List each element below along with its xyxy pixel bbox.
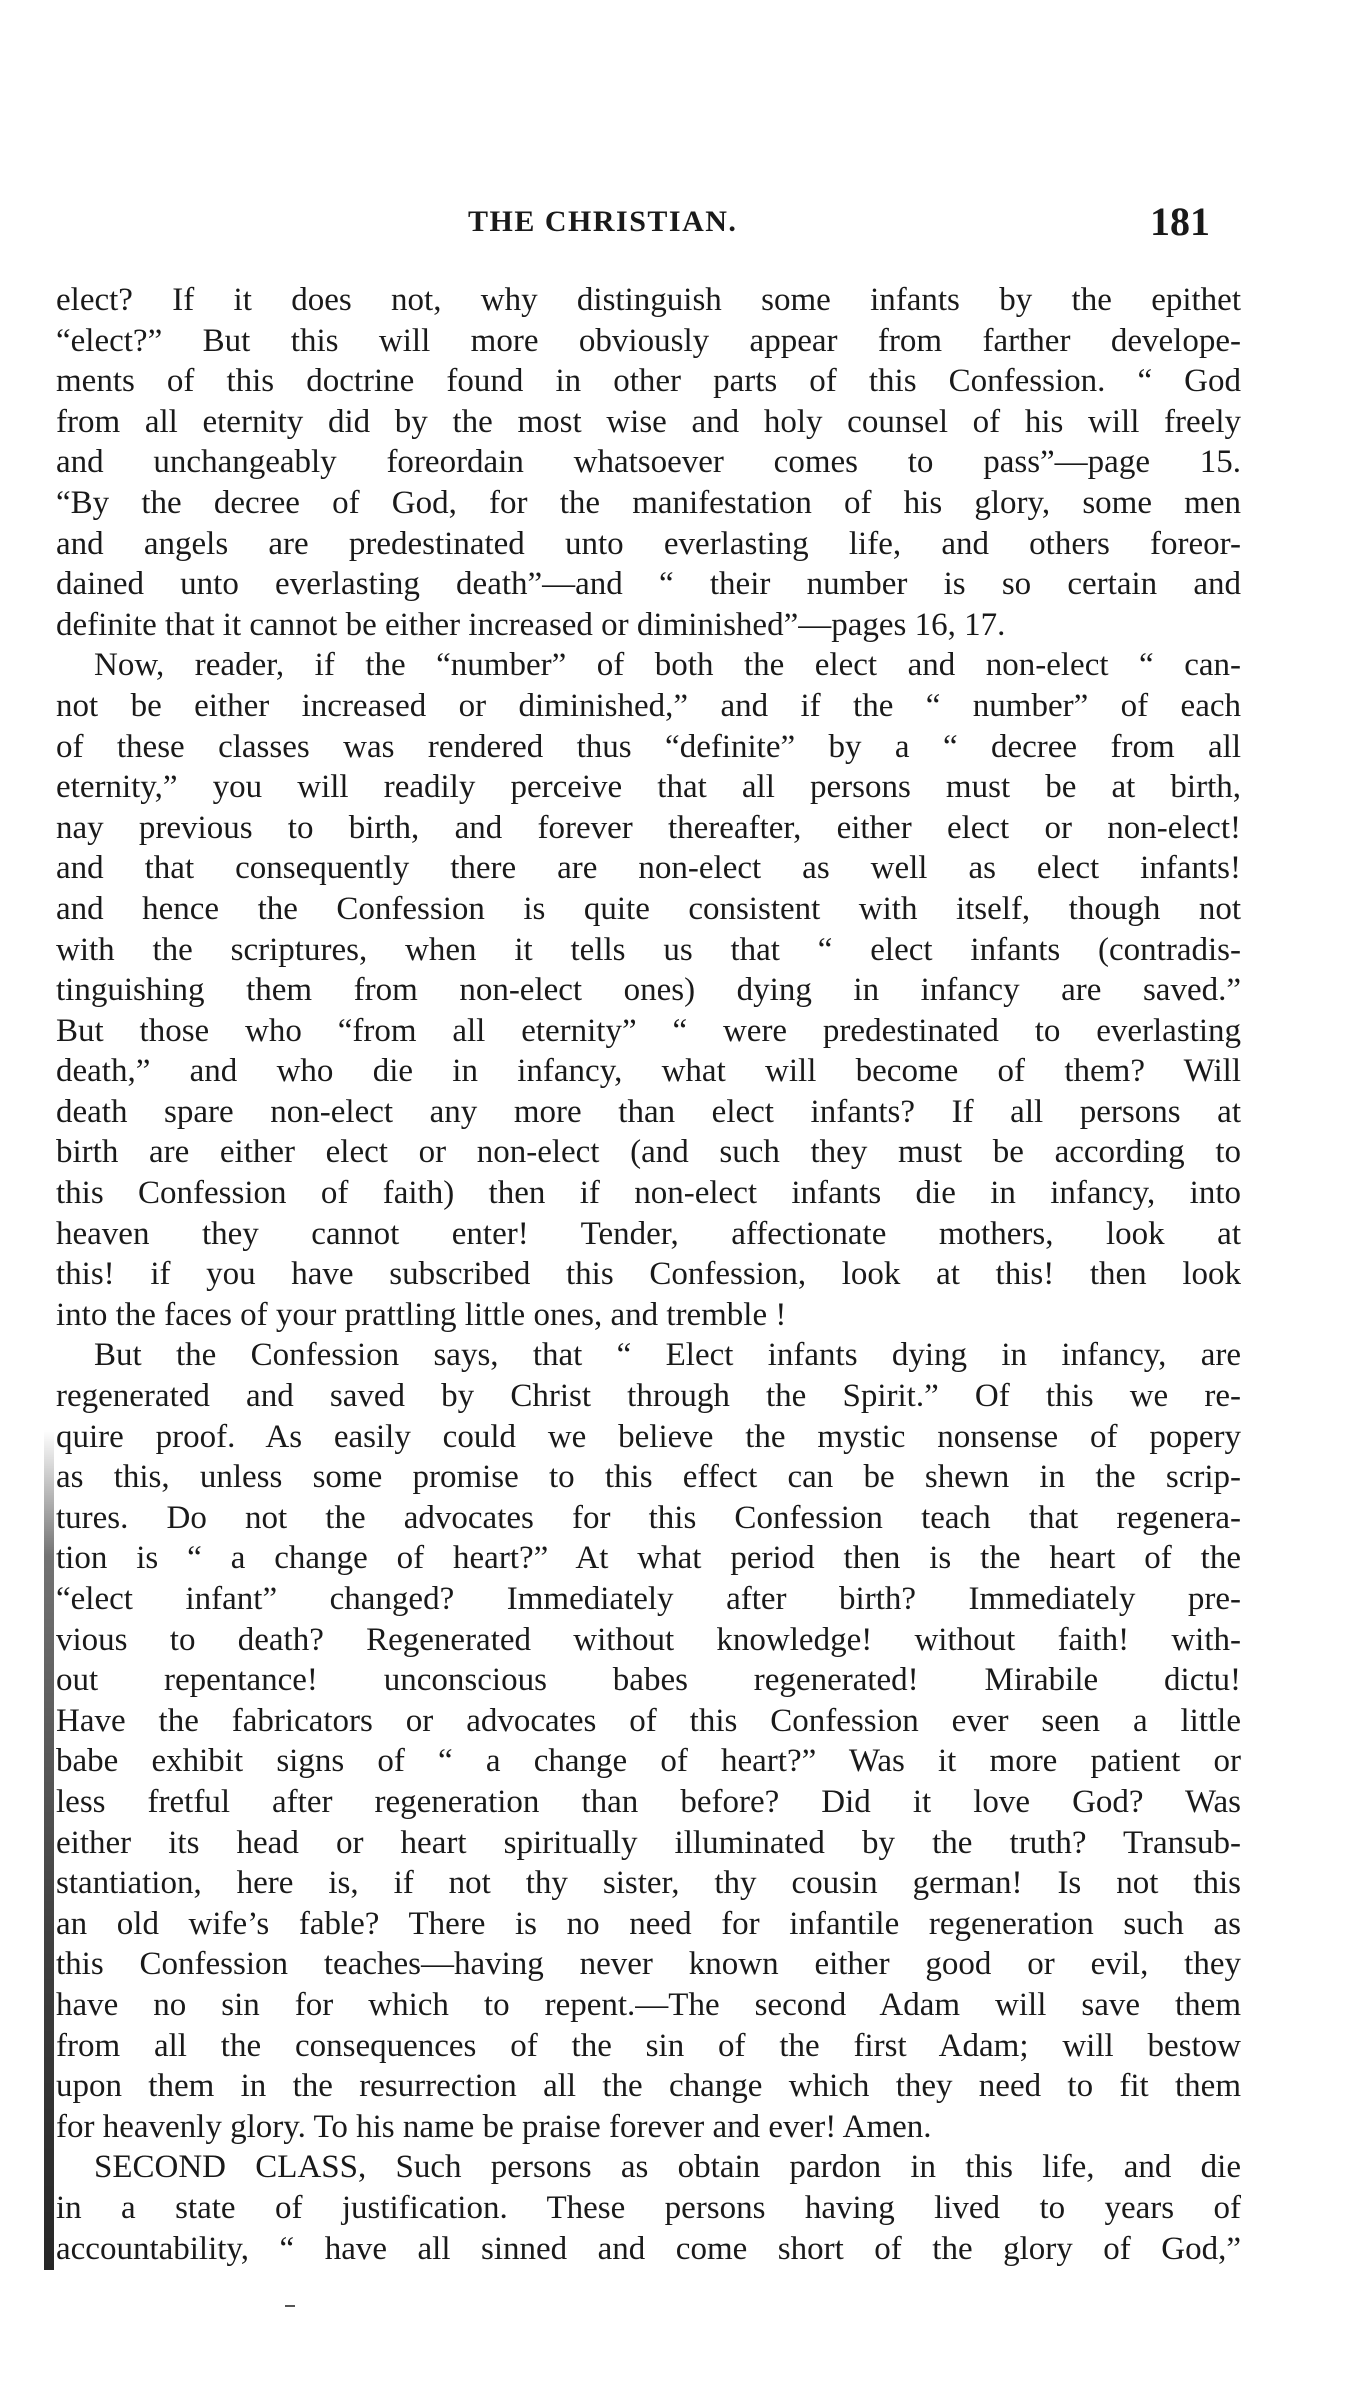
text-line: SECOND CLASS, Such persons as obtain pardon in this life, and die	[94, 2149, 1241, 2186]
text-line: death spare non-elect any more than elect infants? If all persons at	[56, 1093, 1241, 1130]
text-line: tion is “ a change of heart?” At what period then is the heart of the	[56, 1540, 1241, 1577]
text-line: this Confession of faith) then if non-elect infants die in infancy, into	[56, 1175, 1241, 1212]
text-line: and angels are predestinated unto everlasting life, and others foreor-	[56, 525, 1241, 562]
binding-shadow	[44, 1430, 54, 2270]
text-line: tures. Do not the advocates for this Confession teach that regenera-	[56, 1499, 1241, 1536]
page-number: 181	[1150, 199, 1210, 244]
text-line: babe exhibit signs of “ a change of heart?” Was it more patient or	[56, 1743, 1241, 1780]
text-line: nay previous to birth, and forever thereafter, either elect or non-elect!	[56, 809, 1241, 846]
text-line: this! if you have subscribed this Confession, look at this! then look	[56, 1256, 1241, 1293]
text-line: birth are either elect or non-elect (and such they must be according to	[56, 1134, 1241, 1171]
text-line: accountability, “ have all sinned and come short of the glory of God,”	[56, 2230, 1241, 2267]
text-line: But the Confession says, that “ Elect infants dying in infancy, are	[94, 1337, 1241, 1374]
text-line: from all the consequences of the sin of the first Adam; will bestow	[56, 2027, 1241, 2064]
text-line: definite that it cannot be either increased or diminished”—pages 16, 17.	[56, 606, 1006, 643]
text-line: quire proof. As easily could we believe the mystic nonsense of popery	[56, 1418, 1241, 1455]
text-line: Have the fabricators or advocates of this Confession ever seen a little	[56, 1702, 1241, 1739]
text-line: less fretful after regeneration than before? Did it love God? Was	[56, 1783, 1241, 1820]
text-line: in a state of justification. These persons having lived to years of	[56, 2189, 1241, 2226]
text-line: for heavenly glory. To his name be praise forever and ever! Amen.	[56, 2108, 932, 2145]
text-line: But those who “from all eternity” “ were predestinated to everlasting	[56, 1012, 1241, 1049]
text-line: vious to death? Regenerated without knowledge! without faith! with-	[56, 1621, 1241, 1658]
text-line: “elect?” But this will more obviously appear from farther develope-	[56, 322, 1241, 359]
text-line: not be either increased or diminished,” and if the “ number” of each	[56, 687, 1241, 724]
text-line: and hence the Confession is quite consistent with itself, though not	[56, 890, 1241, 927]
text-line: dained unto everlasting death”—and “ their number is so certain and	[56, 566, 1241, 603]
body-text	[56, 280, 1241, 2269]
text-line: tinguishing them from non-elect ones) dying in infancy are saved.”	[56, 972, 1241, 1009]
text-line: upon them in the resurrection all the change which they need to fit them	[56, 2068, 1241, 2105]
text-line: with the scriptures, when it tells us that “ elect infants (contradis-	[56, 931, 1241, 968]
running-title: THE CHRISTIAN.	[468, 205, 738, 238]
text-line: into the faces of your prattling little ones, and tremble !	[56, 1296, 787, 1333]
text-line: elect? If it does not, why distinguish some infants by the epithet	[56, 282, 1241, 318]
text-line: and unchangeably foreordain whatsoever comes to pass”—page 15.	[56, 444, 1241, 481]
text-line: an old wife’s fable? There is no need for infantile regeneration such as	[56, 1905, 1241, 1942]
text-line: either its head or heart spiritually illuminated by the truth? Transub-	[56, 1824, 1241, 1861]
text-line: ments of this doctrine found in other parts of this Confession. “ God	[56, 363, 1241, 400]
text-line: from all eternity did by the most wise and holy counsel of his will freely	[56, 403, 1241, 440]
text-line: “By the decree of God, for the manifestation of his glory, some men	[56, 484, 1241, 521]
text-line: of these classes was rendered thus “definite” by a “ decree from all	[56, 728, 1241, 765]
text-line: heaven they cannot enter! Tender, affectionate mothers, look at	[56, 1215, 1241, 1252]
text-line: have no sin for which to repent.—The second Adam will save them	[56, 1986, 1241, 2023]
text-line: Now, reader, if the “number” of both the elect and non-elect “ can-	[94, 647, 1241, 684]
text-line: as this, unless some promise to this effect can be shewn in the scrip-	[56, 1459, 1241, 1496]
print-mark	[285, 2305, 295, 2307]
text-line: this Confession teaches—having never known either good or evil, they	[56, 1946, 1241, 1983]
text-line: death,” and who die in infancy, what will become of them? Will	[56, 1053, 1241, 1090]
text-line: and that consequently there are non-elect as well as elect infants!	[56, 850, 1241, 887]
text-line: “elect infant” changed? Immediately after birth? Immediately pre-	[56, 1581, 1241, 1617]
text-line: out repentance! unconscious babes regenerated! Mirabile dictu!	[56, 1662, 1241, 1699]
text-line: stantiation, here is, if not thy sister, thy cousin german! Is not this	[56, 1865, 1241, 1902]
text-line: regenerated and saved by Christ through the Spirit.” Of this we re-	[56, 1378, 1241, 1415]
text-line: eternity,” you will readily perceive that all persons must be at birth,	[56, 769, 1241, 806]
